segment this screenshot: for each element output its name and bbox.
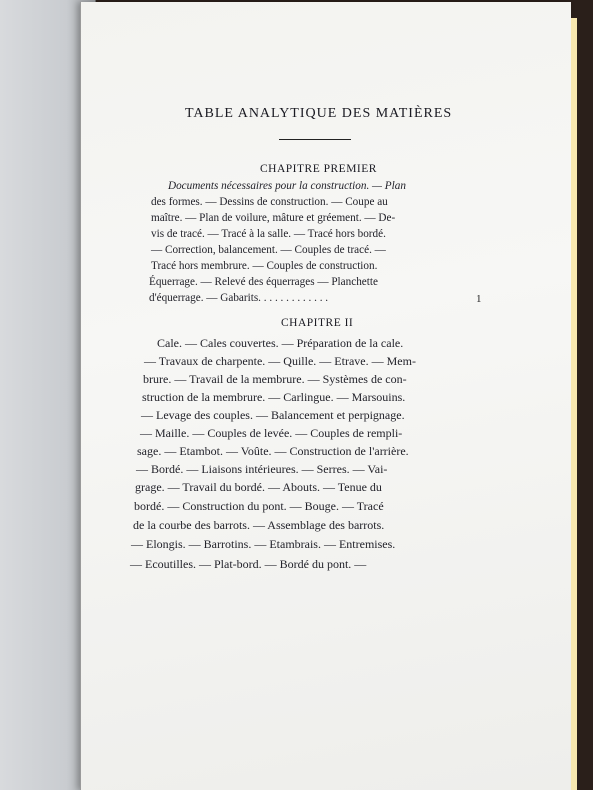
title-rule bbox=[279, 139, 351, 140]
chapter-2-line-10: de la courbe des barrots. — Assemblage des barrots. bbox=[133, 518, 385, 532]
chapter-2-line-4: — Levage des couples. — Balancement et perpignage. bbox=[141, 408, 405, 422]
chapter-2-line-0: Cale. — Cales couvertes. — Préparation de la cale. bbox=[157, 336, 404, 350]
chapter-1-line-6: Équerrage. — Relevé des équerrages — Planchette bbox=[149, 276, 378, 288]
chapter-2-line-2: brure. — Travail de la membrure. — Systèmes de con- bbox=[143, 372, 407, 386]
chapter-2-line-9: bordé. — Construction du pont. — Bouge. — Tracé bbox=[134, 499, 384, 513]
chapter-2-heading: CHAPITRE II bbox=[281, 317, 354, 329]
chapter-2-line-6: sage. — Etambot. — Voûte. — Construction de l'arrière. bbox=[137, 444, 409, 458]
chapter-2-line-12: — Ecoutilles. — Plat-bord. — Bordé du pont. — bbox=[130, 557, 367, 571]
page-edge bbox=[571, 18, 577, 790]
chapter-1-line-4: — Correction, balancement. — Couples de tracé. — bbox=[151, 244, 386, 256]
chapter-2-line-5: — Maille. — Couples de levée. — Couples de rempli- bbox=[140, 426, 403, 440]
chapter-2-line-7: — Bordé. — Liaisons intérieures. — Serres. — Vai- bbox=[136, 462, 388, 476]
chapter-1-line-3: vis de tracé. — Tracé à la salle. — Tracé hors bordé. bbox=[151, 228, 386, 240]
chapter-1-heading: CHAPITRE PREMIER bbox=[260, 163, 377, 175]
chapter-2-line-11: — Elongis. — Barrotins. — Etambrais. — Entremises. bbox=[131, 537, 396, 551]
chapter-1-line-5: Tracé hors membrure. — Couples de construction. bbox=[151, 260, 378, 272]
chapter-1-line-2: maître. — Plan de voilure, mâture et gréement. — De- bbox=[151, 212, 396, 224]
chapter-1-page-number: 1 bbox=[476, 293, 482, 305]
page-title: TABLE ANALYTIQUE DES MATIÈRES bbox=[185, 106, 453, 121]
chapter-2-line-8: grage. — Travail du bordé. — Abouts. — Tenue du bbox=[135, 480, 382, 494]
chapter-1-line-1: des formes. — Dessins de construction. — Coupe au bbox=[151, 196, 388, 208]
chapter-2-line-1: — Travaux de charpente. — Quille. — Etrave. — Mem- bbox=[144, 354, 416, 368]
chapter-1-line-7: d'équerrage. — Gabarits. . . . . . . . . . . . . bbox=[149, 292, 329, 304]
chapter-1-line-0: Documents nécessaires pour la construction. — Plan bbox=[168, 180, 406, 192]
chapter-2-line-3: struction de la membrure. — Carlingue. — Marsouins. bbox=[142, 390, 406, 404]
